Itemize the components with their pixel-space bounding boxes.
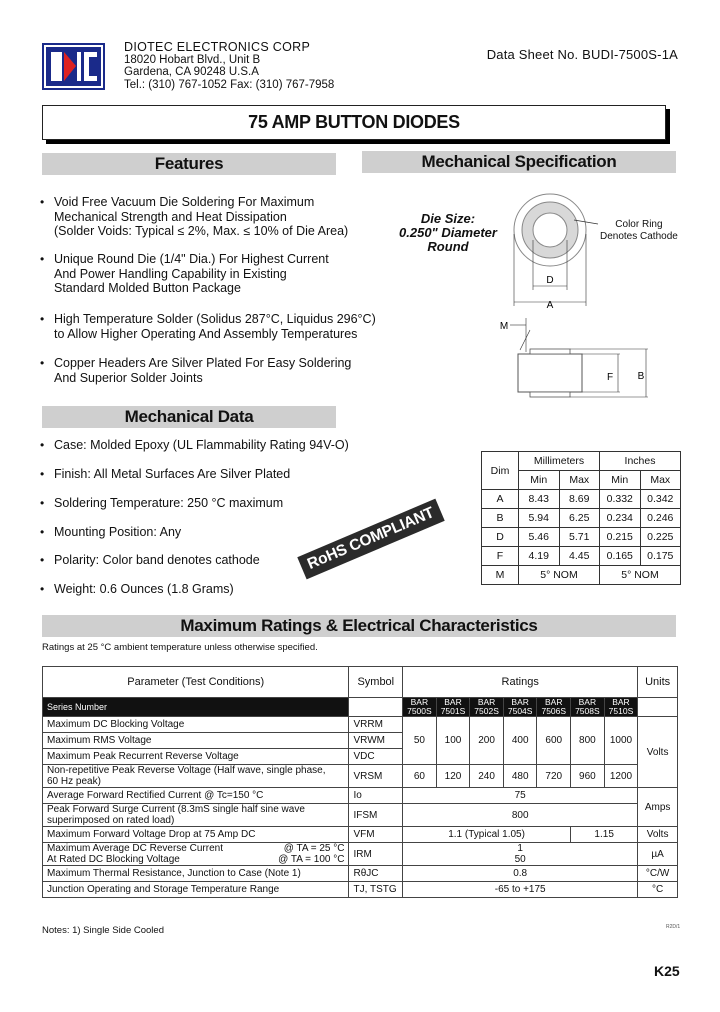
package-drawing [490,190,670,410]
die-size-note: Die Size: 0.250" Diameter Round [399,211,497,254]
table-row: F 4.19 4.45 0.165 0.175 [482,547,681,566]
dim-label-b: B [637,371,645,382]
table-row: B 5.94 6.25 0.234 0.246 [482,509,681,528]
notes: Notes: 1) Single Side Cooled [42,925,164,936]
table-row: Maximum Thermal Resistance, Junction to Case (Note 1) RθJC 0.8 °C/W [43,866,678,882]
mech-spec-heading: Mechanical Specification [362,151,676,173]
page-label: K25 [654,963,680,979]
table-row: Maximum Peak Recurrent Reverse Voltage VDC [43,749,678,765]
table-row: M 5° NOM 5° NOM [482,566,681,585]
page-title: 75 AMP BUTTON DIODES [248,112,460,132]
ratings-note: Ratings at 25 °C ambient temperature unless otherwise specified. [42,642,318,653]
revision-code: R2D/1 [666,924,681,930]
dim-label-m: M [499,321,509,332]
company-logo [42,43,105,90]
in-header: Inches [600,452,681,471]
ratings-heading: Maximum Ratings & Electrical Characteristics [42,615,676,637]
company-name: DIOTEC ELECTRONICS CORP [124,40,311,54]
dim-header: Dim [482,452,519,490]
company-phone: Tel.: (310) 767-1052 Fax: (310) 767-7958 [124,78,335,91]
table-row: Non-repetitive Peak Reverse Voltage (Half wave, single phase, 60 Hz peak) VRSM 60 120 240 480 720 960 1200 [43,765,678,788]
table-row: D 5.46 5.71 0.215 0.225 [482,528,681,547]
title-box [42,105,666,140]
dim-label-d: D [546,275,554,286]
dimension-table: Dim Millimeters Inches Min Max Min Max A 8.43 8.69 0.332 0.342 B 5.94 6.25 0.234 0.246 D 5.46 5.71 0.215 0.225 F 4.19 4.45 0.165 0.175 M 5° NOM 5° NOM [481,451,681,585]
table-row: Junction Operating and Storage Temperature Range TJ, TSTG -65 to +175 °C [43,882,678,898]
mechanical-data-heading: Mechanical Data [42,406,336,428]
table-row: Peak Forward Surge Current (8.3mS single half sine wave superimposed on rated load) IFSM 800 [43,804,678,827]
rohs-badge: RoHS COMPLIANT [297,499,444,580]
company-info [124,41,334,91]
dim-label-a: A [546,300,554,311]
company-address-1: 18020 Hobart Blvd., Unit B [124,53,261,66]
mm-header: Millimeters [519,452,600,471]
features-heading: Features [42,153,336,175]
dim-label-f: F [606,372,614,383]
table-row: A 8.43 8.69 0.332 0.342 [482,490,681,509]
color-ring-note: Color Ring Denotes Cathode [600,219,678,242]
ratings-table: Parameter (Test Conditions) Symbol Ratings Units Series Number BAR 7500S BAR 7501S BAR 7502S BAR 7504S BAR 7506S BAR 7508S BAR 7510S Maximum DC Blocking Voltage VRRM 50 100 200 400 600 800 1000 Volts Maximum RMS Voltage VRWM Maximum Peak Recurrent Reverse Voltage VDC Non-repetitive Peak Reverse Voltage (Half wave, single phase, 60 Hz peak) VRSM 60 120 240 480 720 960 1200 Average Forward Rectified Current @ Tc=150 °C Io 75 Amps Peak Forward Surge Current (8.3mS single half sine wave superimposed on rated load) IFSM 800 Maximum Forward Voltage Drop at 75 Amp DC VFM 1.1 (Typical 1.05) 1.15 Volts Maximum Average DC Reverse Current At Rated DC Blocking Voltage @ TA = 25 °C @ TA = 100 °C IRM 1 50 µA Maximum Thermal Resistance, Junction to Case (Note 1) RθJC 0.8 °C/W Junction Operating and Storage Temperature Range TJ, TSTG -65 to +175 °C [42,666,678,898]
table-row: Maximum DC Blocking Voltage VRRM 50 100 200 400 600 800 1000 Volts [43,717,678,733]
table-row: Maximum Forward Voltage Drop at 75 Amp DC VFM 1.1 (Typical 1.05) 1.15 Volts [43,827,678,843]
table-row: Average Forward Rectified Current @ Tc=150 °C Io 75 Amps [43,788,678,804]
table-row: Maximum Average DC Reverse Current At Rated DC Blocking Voltage @ TA = 25 °C @ TA = 100 °C IRM 1 50 µA [43,843,678,866]
company-address-2: Gardena, CA 90248 U.S.A [124,66,259,78]
table-row: Maximum RMS Voltage VRWM [43,733,678,749]
datasheet-number: Data Sheet No. BUDI-7500S-1A [486,47,678,62]
